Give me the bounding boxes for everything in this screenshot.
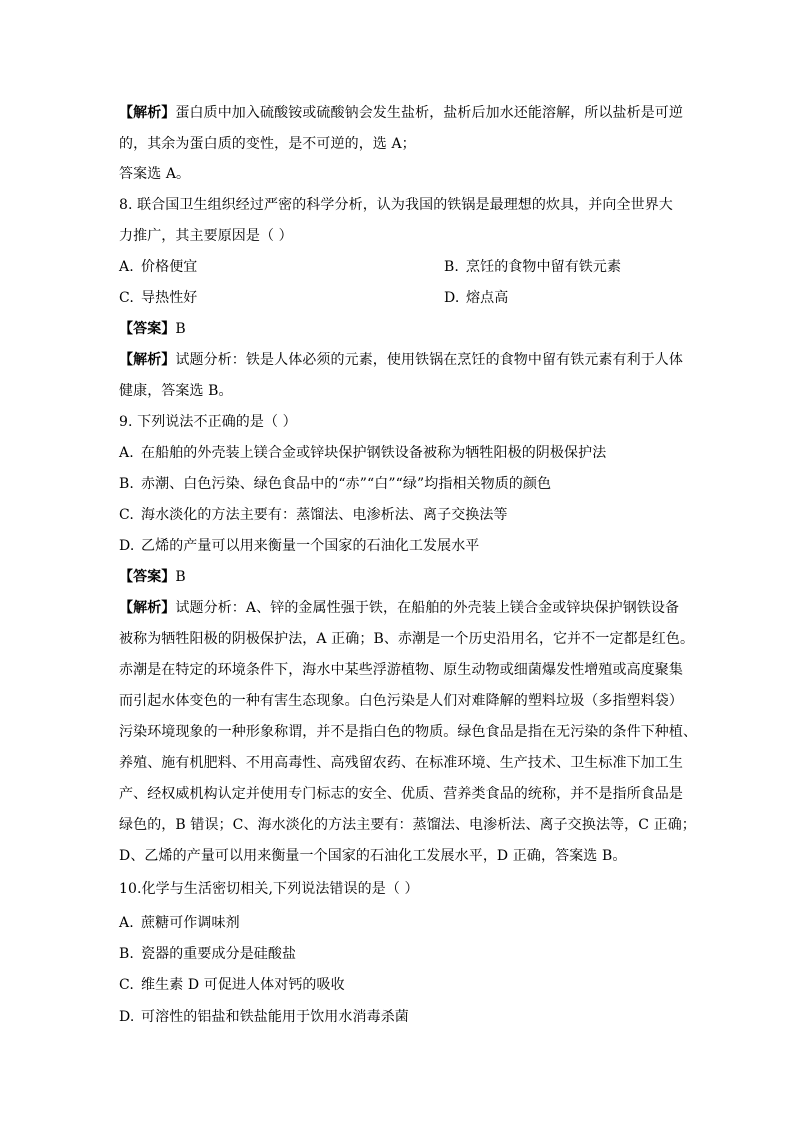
- option-label: B.: [444, 259, 459, 275]
- q8-analysis-line-1: [119, 351, 683, 369]
- option-text: 海水淡化的方法主要有：蒸馏法、电渗析法、离子交换法等: [141, 507, 508, 523]
- option-text: 瓷器的重要成分是硅酸盐: [141, 946, 297, 962]
- q9-option-a: [119, 444, 606, 462]
- analysis-text: 蛋白质中加入硫酸铵或硫酸钠会发生盐析，盐析后加水还能溶解，所以盐析是可逆: [175, 105, 684, 121]
- answer-tag: 【答案】: [119, 321, 176, 337]
- q9-analysis-line-5: 污染环境现象的一种形象称谓，并不是指白色的物质。绿色食品是指在无污染的条件下种植、: [119, 724, 698, 740]
- q9-analysis-line-8: 绿色的，B 错误；C、海水淡化的方法主要有：蒸馏法、电渗析法、离子交换法等，C 正确；: [119, 817, 696, 833]
- analysis-text: 试题分析：铁是人体必须的元素，使用铁锅在烹饪的食物中留有铁元素有利于人体: [175, 352, 684, 368]
- answer-tag: 【答案】: [119, 569, 176, 585]
- option-label: D.: [119, 1009, 135, 1025]
- q8-stem-line-2: 力推广，其主要原因是（ ）: [119, 228, 293, 244]
- option-label: A.: [119, 259, 134, 275]
- option-label: A.: [119, 445, 134, 461]
- q8-option-c: [119, 289, 197, 307]
- q8-option-a: [119, 258, 197, 276]
- q9-analysis-line-6: 养殖、施有机肥料、不用高毒性、高残留农药、在标准环境、生产技术、卫生标准下加工生: [119, 755, 683, 771]
- option-label: C.: [119, 507, 134, 523]
- analysis-tag: 【解析】: [119, 105, 176, 121]
- option-label: B.: [119, 946, 134, 962]
- analysis-tag: 【解析】: [119, 600, 176, 616]
- prev-analysis-line-2: 的，其余为蛋白质的变性，是不可逆的，选 A；: [119, 136, 416, 152]
- option-text: 价格便宜: [141, 259, 198, 275]
- prev-answer-line: 答案选 A。: [119, 166, 191, 182]
- q9-analysis-line-3: 赤潮是在特定的环境条件下，海水中某些浮游植物、原生动物或细菌爆发性增殖或高度聚集: [119, 662, 683, 678]
- option-label: D.: [119, 538, 135, 554]
- option-text: 蔗糖可作调味剂: [141, 915, 240, 931]
- q9-analysis-line-4: 而引起水体变色的一种有害生态现象。白色污染是人们对难降解的塑料垃圾（多指塑料袋）: [119, 693, 683, 709]
- answer-value: B: [175, 569, 186, 585]
- q9-analysis-line-7: 产、经权威机构认定并使用专门标志的安全、优质、营养类食品的统称，并不是指所食品是: [119, 786, 683, 802]
- q9-option-d: [119, 537, 479, 555]
- analysis-text: 试题分析：A、锌的金属性强于铁，在船舶的外壳装上镁合金或锌块保护钢铁设备: [175, 600, 680, 616]
- q10-option-b: [119, 945, 296, 963]
- prev-analysis-line-1: [119, 104, 683, 122]
- q10-stem: 10.化学与生活密切相关,下列说法错误的是（ ）: [119, 881, 419, 897]
- option-label: C.: [119, 290, 134, 306]
- option-text: 赤潮、白色污染、绿色食品中的“赤”“白”“绿”均指相关物质的颜色: [141, 476, 552, 492]
- q9-stem: 9. 下列说法不正确的是（ ）: [119, 414, 297, 430]
- option-text: 乙烯的产量可以用来衡量一个国家的石油化工发展水平: [141, 538, 480, 554]
- q8-analysis-line-2: 健康，答案选 B。: [119, 383, 233, 399]
- option-label: B.: [119, 476, 134, 492]
- q8-option-d: [444, 289, 508, 307]
- option-label: A.: [119, 915, 134, 931]
- q9-analysis-line-9: D、乙烯的产量可以用来衡量一个国家的石油化工发展水平，D 正确，答案选 B。: [119, 848, 627, 864]
- option-label: D.: [444, 290, 460, 306]
- option-text: 在船舶的外壳装上镁合金或锌块保护钢铁设备被称为牺牲阳极的阴极保护法: [141, 445, 607, 461]
- answer-value: B: [175, 321, 186, 337]
- q8-stem-line-1: 8. 联合国卫生组织经过严密的科学分析，认为我国的铁锅是最理想的炊具，并向全世界大: [119, 197, 673, 213]
- option-text: 可溶性的铝盐和铁盐能用于饮用水消毒杀菌: [141, 1009, 409, 1025]
- q10-option-a: [119, 914, 240, 932]
- q9-analysis-line-2: 被称为牺牲阳极的阴极保护法，A 正确；B、赤潮是一个历史沿用名，它并不一定都是红色。: [119, 631, 695, 647]
- q8-option-b: [444, 258, 621, 276]
- q9-analysis-line-1: [119, 599, 679, 617]
- q10-option-c: [119, 976, 345, 994]
- q9-option-c: [119, 506, 508, 524]
- option-text: 维生素 D 可促进人体对钙的吸收: [141, 977, 345, 993]
- q10-option-d: [119, 1008, 409, 1026]
- q9-answer: [119, 568, 186, 586]
- analysis-tag: 【解析】: [119, 352, 176, 368]
- q8-answer: [119, 320, 186, 338]
- option-text: 烹饪的食物中留有铁元素: [466, 259, 622, 275]
- option-text: 熔点高: [466, 290, 509, 306]
- option-label: C.: [119, 977, 134, 993]
- option-text: 导热性好: [141, 290, 198, 306]
- q9-option-b: [119, 475, 551, 493]
